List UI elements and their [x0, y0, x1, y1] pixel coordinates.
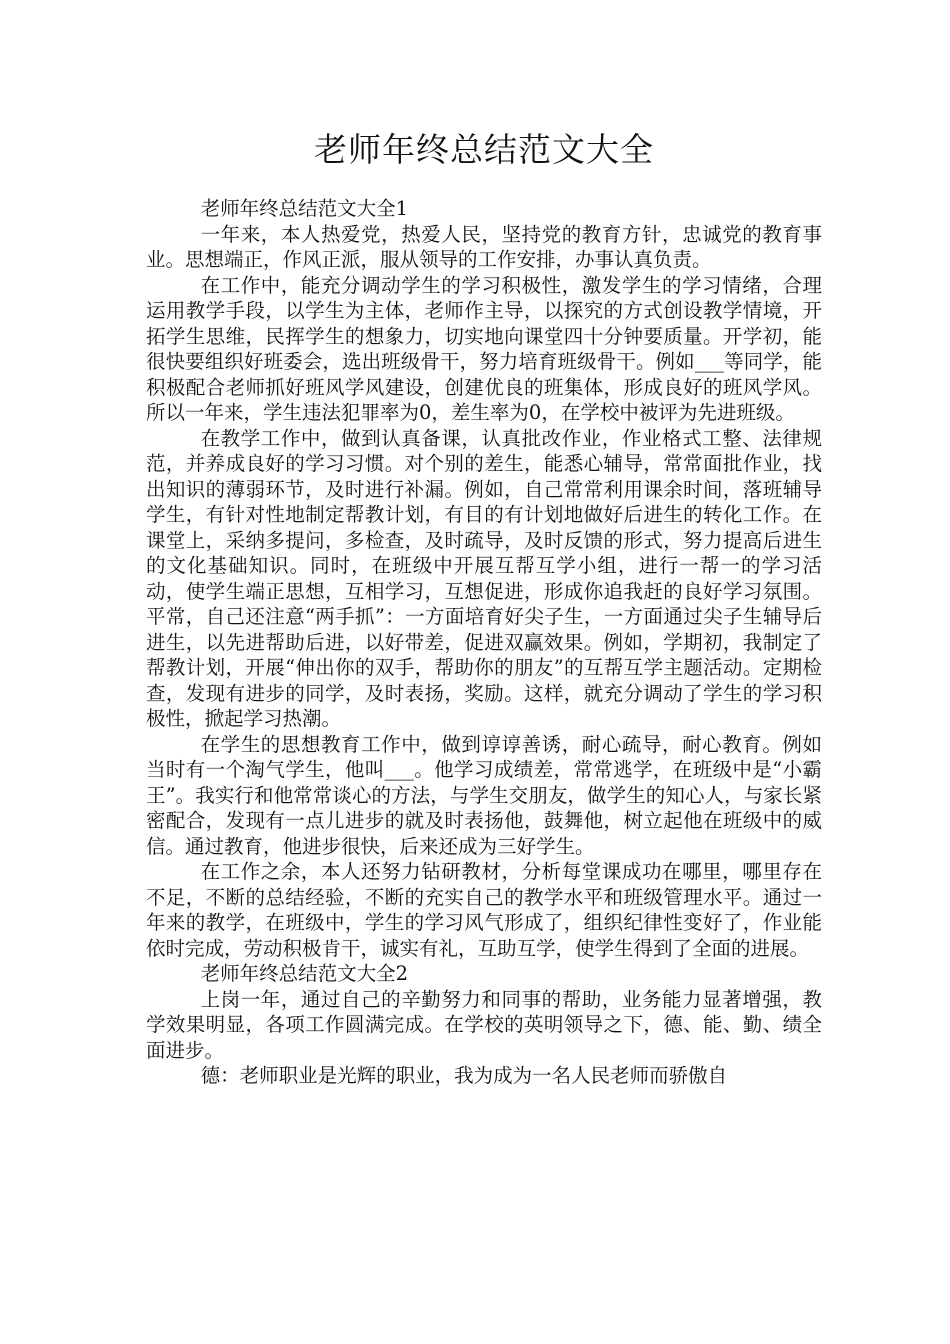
- paragraph: 在学生的思想教育工作中，做到谆谆善诱，耐心疏导，耐心教育。例如当时有一个淘气学生，他叫___。他学习成绩差，常常逃学，在班级中是“小霸王”。我实行和他常常谈心的方法，与学生交朋友，做学生的知心人，与家长紧密配合，发现有一点儿进步的就及时表扬他，鼓舞他，树立起他在班级中的威信。通过教育，他进步很快，后来还成为三好学生。: [146, 732, 822, 858]
- document-title: 老师年终总结范文大全: [314, 130, 654, 169]
- section-heading: 老师年终总结范文大全2: [200, 962, 409, 985]
- paragraph: 一年来，本人热爱党，热爱人民，坚持党的教育方针，忠诚党的教育事业。思想端正，作风正派，服从领导的工作安排，办事认真负责。: [146, 222, 822, 271]
- section-2: [146, 961, 822, 1089]
- paragraph: 在教学工作中，做到认真备课，认真批改作业，作业格式工整、法律规范，并养成良好的学习习惯。对个别的差生，能悉心辅导，常常面批作业，找出知识的薄弱环节，及时进行补漏。例如，自己常常利用课余时间，落班辅导学生，有针对性地制定帮教计划，有目的有计划地做好后进生的转化工作。在课堂上，采纳多提问，多检查，及时疏导，及时反馈的形式，努力提高后进生的文化基础知识。同时，在班级中开展互帮互学小组，进行一帮一的学习活动，使学生端正思想，互相学习，互想促进，形成你追我赶的良好学习氛围。平常，自己还注意“两手抓”：一方面培育好尖子生，一方面通过尖子生辅导后进生，以先进帮助后进，以好带差，促进双赢效果。例如，学期初，我制定了帮教计划，开展“伸出你的双手，帮助你的朋友”的互帮互学主题活动。定期检查，发现有进步的同学，及时表扬，奖励。这样，就充分调动了学生的学习积极性，掀起学习热潮。: [146, 426, 822, 730]
- section-heading: 老师年终总结范文大全1: [200, 197, 409, 220]
- paragraph: 在工作中，能充分调动学生的学习积极性，激发学生的学习情绪，合理运用教学手段，以学生为主体，老师作主导，以探究的方式创设教学情境，开拓学生思维，民挥学生的想象力，切实地向课堂四十分钟要质量。开学初，能很快要组织好班委会，选出班级骨干，努力培育班级骨干。例如___等同学，能积极配合老师抓好班风学风建设，创建优良的班集体，形成良好的班风学风。所以一年来，学生违法犯罪率为0，差生率为0，在学校中被评为先进班级。: [146, 273, 822, 424]
- section-1: [146, 196, 822, 961]
- paragraph: 在工作之余，本人还努力钻研教材，分析每堂课成功在哪里，哪里存在不足，不断的总结经验，不断的充实自己的教学水平和班级管理水平。通过一年来的教学，在班级中，学生的学习风气形成了，组织纪律性变好了，作业能依时完成，劳动积极肯干，诚实有礼，互助互学，使学生得到了全面的进展。: [146, 860, 822, 960]
- paragraph: 上岗一年，通过自己的辛勤努力和同事的帮助，业务能力显著增强，教学效果明显，各项工作圆满完成。在学校的英明领导之下，德、能、勤、绩全面进步。: [146, 987, 822, 1062]
- paragraph: 德：老师职业是光辉的职业，我为成为一名人民老师而骄傲自: [200, 1064, 728, 1087]
- document-page: [146, 120, 822, 1089]
